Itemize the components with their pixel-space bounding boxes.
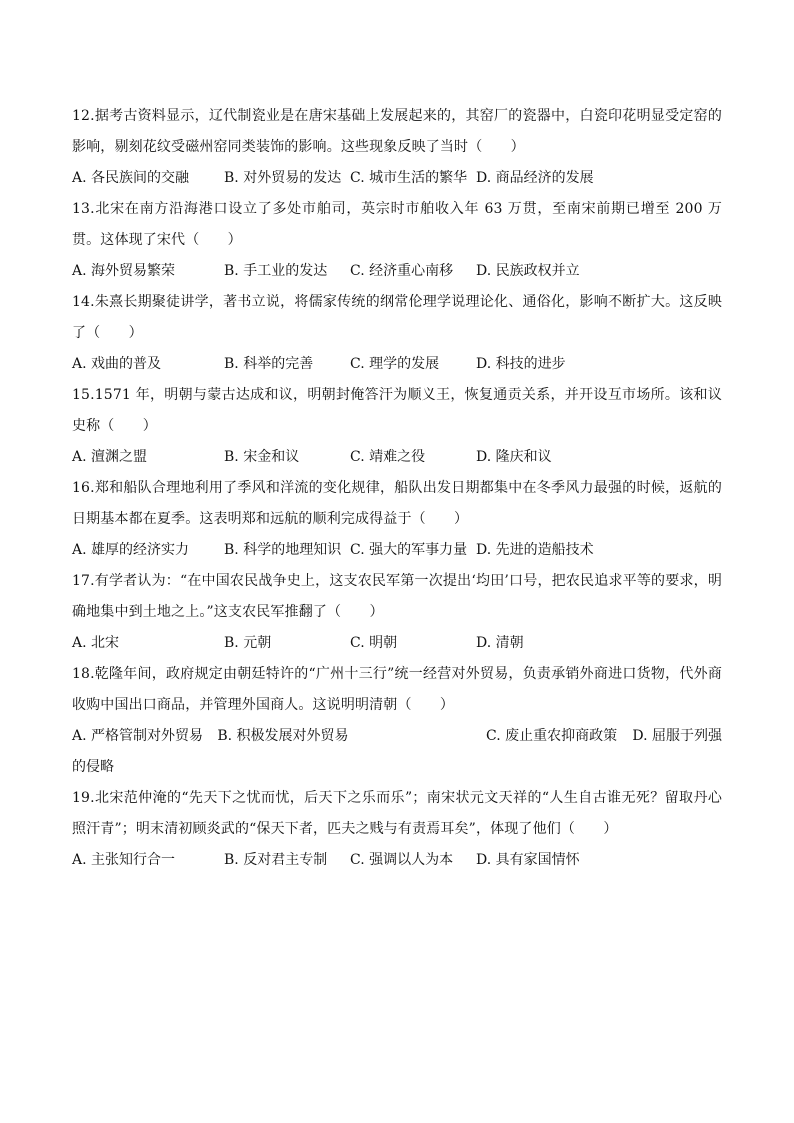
option-a[interactable]: A. 主张知行合一 <box>72 852 176 868</box>
option-b[interactable]: B. 积极发展对外贸易 <box>217 728 349 744</box>
option-d[interactable]: D. 科技的进步 <box>476 356 566 372</box>
question-17 <box>72 566 722 659</box>
question-12 <box>72 101 722 194</box>
question-stem: 17.有学者认为：“在中国农民战争史上，这支农民军第一次提出‘均田’口号，把农民追求平等的要求，明确地集中到土地之上。”这支农民军推翻了（ ） <box>72 573 722 620</box>
question-stem: 15.1571 年，明朝与蒙古达成和议，明朝封俺答汗为顺义王，恢复通贡关系，并开设互市场所。该和议史称（ ） <box>72 387 722 434</box>
options-row <box>72 163 722 194</box>
option-b[interactable]: B. 科学的地理知识 <box>224 542 342 558</box>
question-stem: 13.北宋在南方沿海港口设立了多处市舶司，英宗时市舶收入年 63 万贯，至南宋前期已增至 200 万贯。这体现了宋代（ ） <box>72 201 722 248</box>
option-c[interactable]: C. 强调以人为本 <box>350 852 454 868</box>
option-d[interactable]: D. 先进的造船技术 <box>476 542 594 558</box>
option-d-continuation: 的侵略 <box>72 759 114 775</box>
options-row <box>72 721 722 752</box>
option-a[interactable]: A. 严格管制对外贸易 <box>72 728 204 744</box>
option-c[interactable]: C. 理学的发展 <box>350 356 440 372</box>
question-stem: 19.北宋范仲淹的“先天下之忧而忧，后天下之乐而乐”；南宋状元文天祥的“人生自古谁无死？留取丹心照汗青”；明末清初顾炎武的“保天下者，匹夫之贱与有责焉耳矣”，体现了他们（ ） <box>72 790 722 837</box>
option-a[interactable]: A. 澶渊之盟 <box>72 449 148 465</box>
question-list <box>72 101 722 876</box>
question-stem: 18.乾隆年间，政府规定由朝廷特许的“广州十三行”统一经营对外贸易，负责承销外商进口货物，代外商收购中国出口商品，并管理外国商人。这说明明清朝（ ） <box>72 666 722 713</box>
option-a[interactable]: A. 各民族间的交融 <box>72 170 190 186</box>
option-a[interactable]: A. 雄厚的经济实力 <box>72 542 190 558</box>
question-13 <box>72 194 722 287</box>
question-stem: 14.朱熹长期聚徒讲学，著书立说，将儒家传统的纲常伦理学说理论化、通俗化，影响不断扩大。这反映了（ ） <box>72 294 722 341</box>
question-14 <box>72 287 722 380</box>
options-row <box>72 256 722 287</box>
question-stem: 12.据考古资料显示，辽代制瓷业是在唐宋基础上发展起来的，其窑厂的瓷器中，白瓷印花明显受定窑的影响，剔刻花纹受磁州窑同类装饰的影响。这些现象反映了当时（ ） <box>72 108 722 155</box>
option-d[interactable]: D. 清朝 <box>476 635 524 651</box>
question-stem: 16.郑和船队合理地利用了季风和洋流的变化规律，船队出发日期都集中在冬季风力最强的时候，返航的日期基本都在夏季。这表明郑和远航的顺利完成得益于（ ） <box>72 480 722 527</box>
option-b[interactable]: B. 对外贸易的发达 <box>224 170 342 186</box>
option-b[interactable]: B. 宋金和议 <box>224 449 300 465</box>
option-c[interactable]: C. 明朝 <box>350 635 398 651</box>
option-d[interactable]: D. 隆庆和议 <box>476 449 552 465</box>
question-15 <box>72 380 722 473</box>
option-a[interactable]: A. 戏曲的普及 <box>72 356 162 372</box>
option-c[interactable]: C. 强大的军事力量 <box>350 542 468 558</box>
option-d[interactable]: D. 具有家国情怀 <box>476 852 580 868</box>
question-16 <box>72 473 722 566</box>
option-b[interactable]: B. 元朝 <box>224 635 272 651</box>
options-row <box>72 535 722 566</box>
option-d[interactable]: D. 商品经济的发展 <box>476 170 594 186</box>
option-c[interactable]: C. 城市生活的繁华 <box>350 170 468 186</box>
option-d[interactable]: D. 屈服于列强 <box>632 728 722 744</box>
options-row <box>72 442 722 473</box>
option-c[interactable]: C. 靖难之役 <box>350 449 426 465</box>
question-18 <box>72 659 722 783</box>
question-19 <box>72 783 722 876</box>
option-b[interactable]: B. 科举的完善 <box>224 356 314 372</box>
option-a[interactable]: A. 海外贸易繁荣 <box>72 263 176 279</box>
options-row <box>72 845 722 876</box>
option-c[interactable]: C. 废止重农抑商政策 <box>486 728 618 744</box>
options-row <box>72 628 722 659</box>
option-b[interactable]: B. 反对君主专制 <box>224 852 328 868</box>
option-b[interactable]: B. 手工业的发达 <box>224 263 328 279</box>
option-d[interactable]: D. 民族政权并立 <box>476 263 580 279</box>
option-c[interactable]: C. 经济重心南移 <box>350 263 454 279</box>
options-row <box>72 349 722 380</box>
option-a[interactable]: A. 北宋 <box>72 635 120 651</box>
